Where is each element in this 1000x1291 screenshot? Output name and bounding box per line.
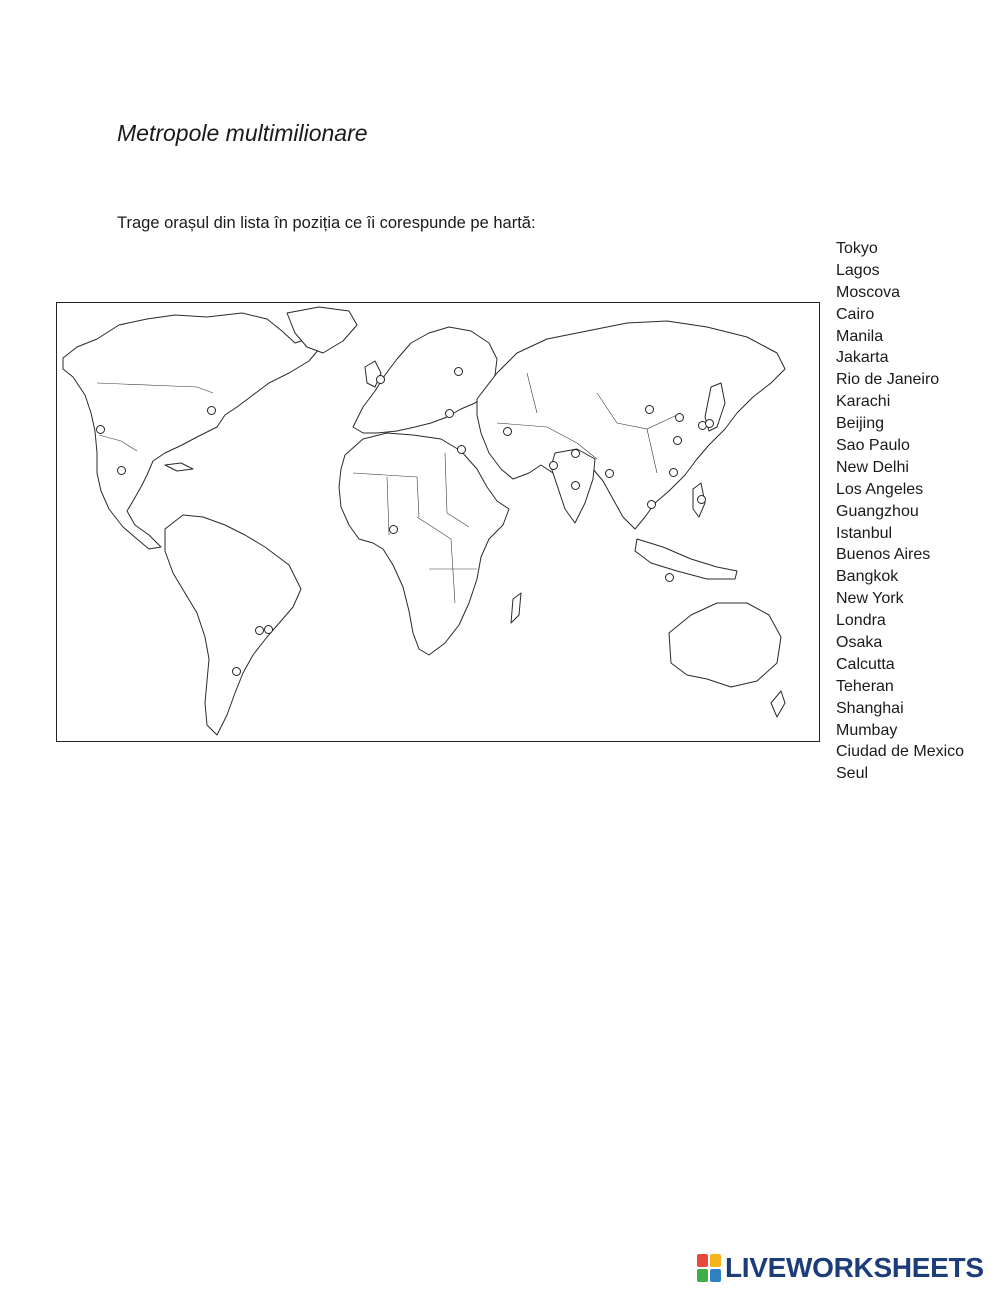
city-label-londra[interactable]: Londra xyxy=(836,612,886,630)
logo-tile xyxy=(710,1269,721,1282)
city-label-beijing[interactable]: Beijing xyxy=(836,415,885,433)
map-city-marker[interactable] xyxy=(697,495,706,504)
city-label-rio-de-janeiro[interactable]: Rio de Janeiro xyxy=(836,371,940,389)
map-city-marker[interactable] xyxy=(232,667,241,676)
city-label-sao-paulo[interactable]: Sao Paulo xyxy=(836,437,910,455)
map-city-marker[interactable] xyxy=(647,500,656,509)
city-label-bangkok[interactable]: Bangkok xyxy=(836,568,899,586)
instruction-text: Trage orașul din lista în poziția ce îi corespunde pe hartă: xyxy=(117,214,536,232)
logo-tile xyxy=(697,1269,708,1282)
map-city-marker[interactable] xyxy=(376,375,385,384)
map-city-marker[interactable] xyxy=(669,468,678,477)
map-city-marker[interactable] xyxy=(117,466,126,475)
africa-landmass xyxy=(339,433,509,655)
map-city-marker[interactable] xyxy=(207,406,216,415)
madagascar-landmass xyxy=(511,593,521,623)
map-city-marker[interactable] xyxy=(389,525,398,534)
map-city-marker[interactable] xyxy=(605,469,614,478)
city-label-istanbul[interactable]: Istanbul xyxy=(836,524,893,542)
logo-tile xyxy=(710,1254,721,1267)
map-city-marker[interactable] xyxy=(445,409,454,418)
city-label-guangzhou[interactable]: Guangzhou xyxy=(836,502,919,520)
city-label-teheran[interactable]: Teheran xyxy=(836,677,894,695)
cuba-landmass xyxy=(165,463,193,471)
map-city-marker[interactable] xyxy=(96,425,105,434)
world-map xyxy=(56,302,820,742)
city-word-bank xyxy=(836,238,964,785)
map-city-marker[interactable] xyxy=(503,427,512,436)
worksheet-title: Metropole multimilionare xyxy=(117,120,368,146)
map-city-marker[interactable] xyxy=(264,625,273,634)
map-city-marker[interactable] xyxy=(571,481,580,490)
map-city-marker[interactable] xyxy=(705,419,714,428)
map-city-marker[interactable] xyxy=(454,367,463,376)
city-label-ciudad-de-mexico[interactable]: Ciudad de Mexico xyxy=(836,743,965,761)
map-city-marker[interactable] xyxy=(675,413,684,422)
world-map-icon xyxy=(57,303,821,743)
city-label-buenos-aires[interactable]: Buenos Aires xyxy=(836,546,931,564)
liveworksheets-logo-icon xyxy=(697,1254,721,1282)
map-city-marker[interactable] xyxy=(457,445,466,454)
city-label-mumbay[interactable]: Mumbay xyxy=(836,721,898,739)
map-city-marker[interactable] xyxy=(255,626,264,635)
city-label-los-angeles[interactable]: Los Angeles xyxy=(836,480,924,498)
indonesia-landmass xyxy=(635,539,737,579)
city-label-cairo[interactable]: Cairo xyxy=(836,305,875,323)
city-label-seul[interactable]: Seul xyxy=(836,765,869,783)
map-city-marker[interactable] xyxy=(571,449,580,458)
new-zealand-landmass xyxy=(771,691,785,717)
city-label-osaka[interactable]: Osaka xyxy=(836,634,883,652)
city-label-shanghai[interactable]: Shanghai xyxy=(836,699,904,717)
logo-text: LIVEWORKSHEETS xyxy=(725,1252,984,1283)
city-label-new-york[interactable]: New York xyxy=(836,590,904,608)
map-city-marker[interactable] xyxy=(665,573,674,582)
city-label-jakarta[interactable]: Jakarta xyxy=(836,349,889,367)
city-label-new-delhi[interactable]: New Delhi xyxy=(836,458,909,476)
city-label-moscova[interactable]: Moscova xyxy=(836,283,901,301)
map-city-marker[interactable] xyxy=(549,461,558,470)
map-city-marker[interactable] xyxy=(673,436,682,445)
city-label-karachi[interactable]: Karachi xyxy=(836,393,891,411)
liveworksheets-logo xyxy=(697,1252,984,1284)
south-america-landmass xyxy=(165,515,301,735)
logo-tile xyxy=(697,1254,708,1267)
map-city-marker[interactable] xyxy=(645,405,654,414)
city-label-lagos[interactable]: Lagos xyxy=(836,261,880,279)
city-label-tokyo[interactable]: Tokyo xyxy=(836,240,878,257)
city-label-calcutta[interactable]: Calcutta xyxy=(836,655,895,673)
city-label-manila[interactable]: Manila xyxy=(836,327,884,345)
australia-landmass xyxy=(669,603,781,687)
